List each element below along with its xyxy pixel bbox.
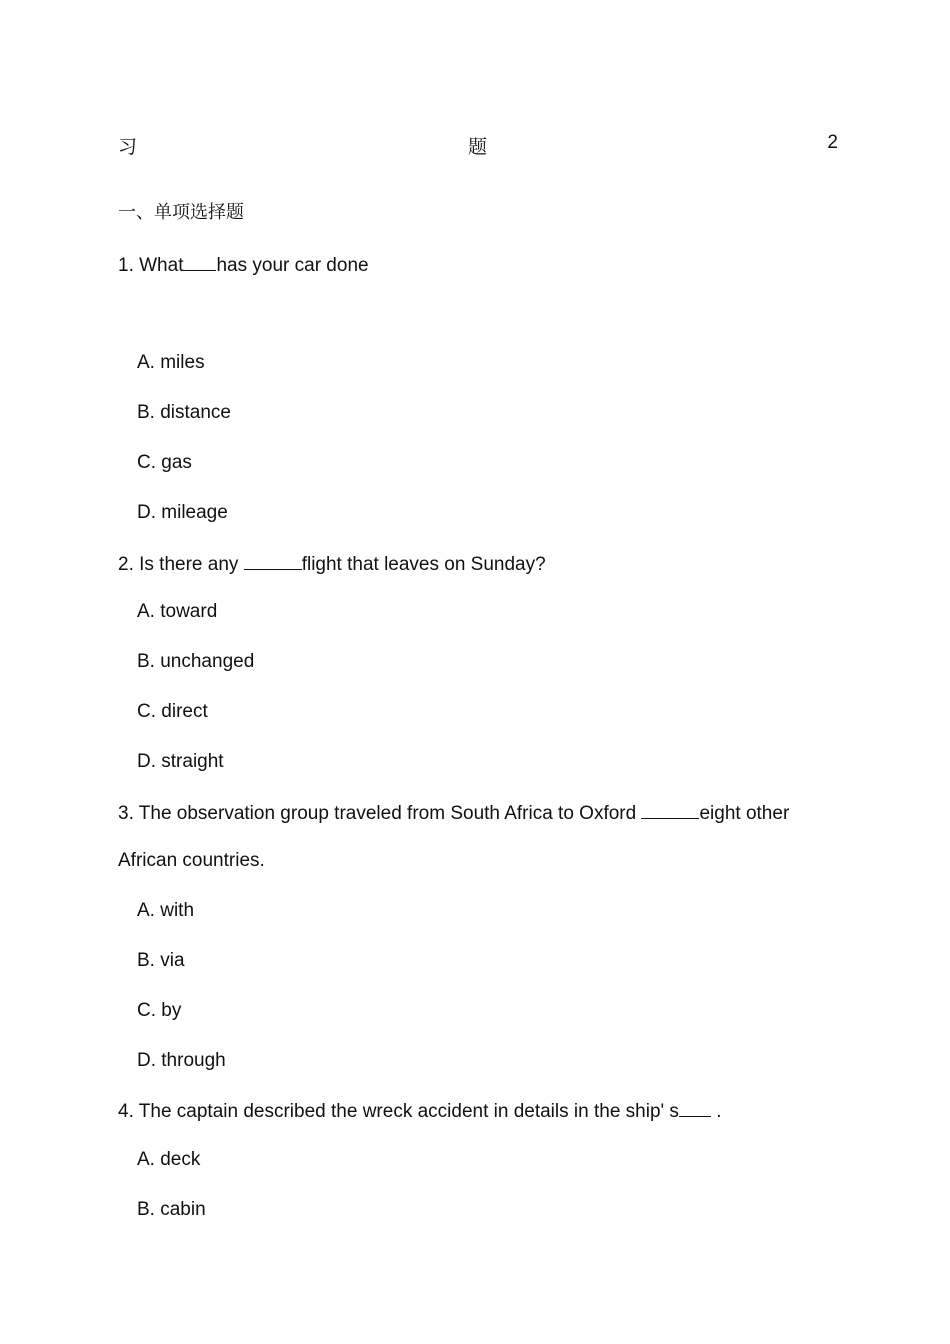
header-middle-char: 题 xyxy=(468,136,488,158)
q1-option-c: C. gas xyxy=(137,452,192,473)
q4-blank xyxy=(679,1098,711,1117)
q3-option-a: A. with xyxy=(137,900,195,921)
q2-stem-before: 2. Is there any xyxy=(118,554,244,575)
q1-stem-after: has your car done xyxy=(216,255,369,276)
q2-option-b: B. unchanged xyxy=(137,651,255,672)
q3-stem-line2: African countries. xyxy=(118,850,265,871)
q4-option-b: B. cabin xyxy=(137,1199,206,1220)
header-number: 2 xyxy=(827,132,838,153)
q3-blank xyxy=(641,800,699,819)
q2-option-a: A. toward xyxy=(137,601,218,622)
q3-option-c: C. by xyxy=(137,1000,182,1021)
q1-stem-before: 1. What xyxy=(118,255,184,276)
q3-option-d: D. through xyxy=(137,1050,226,1071)
q3-stem-before: 3. The observation group traveled from South Africa to Oxford xyxy=(118,803,642,824)
question-3-stem xyxy=(118,800,789,826)
q1-blank xyxy=(183,252,216,271)
q2-option-c: C. direct xyxy=(137,701,208,722)
q3-stem-after: eight other xyxy=(699,803,790,824)
question-1-stem xyxy=(118,252,369,278)
q4-option-a: A. deck xyxy=(137,1149,201,1170)
q1-option-d: D. mileage xyxy=(137,502,228,523)
q4-stem-before: 4. The captain described the wreck accident in details in the ship' s xyxy=(118,1101,679,1122)
question-2-stem xyxy=(118,551,546,577)
q3-option-b: B. via xyxy=(137,950,185,971)
q2-option-d: D. straight xyxy=(137,751,224,772)
q2-stem-after: flight that leaves on Sunday? xyxy=(301,554,546,575)
q1-option-a: A. miles xyxy=(137,352,205,373)
q1-option-b: B. distance xyxy=(137,402,231,423)
header-left-char: 习 xyxy=(118,136,138,158)
question-4-stem xyxy=(118,1098,722,1124)
q2-blank xyxy=(244,551,302,570)
section-title: 一、单项选择题 xyxy=(118,202,244,223)
q4-stem-after: . xyxy=(710,1101,722,1122)
page-header xyxy=(118,132,838,158)
